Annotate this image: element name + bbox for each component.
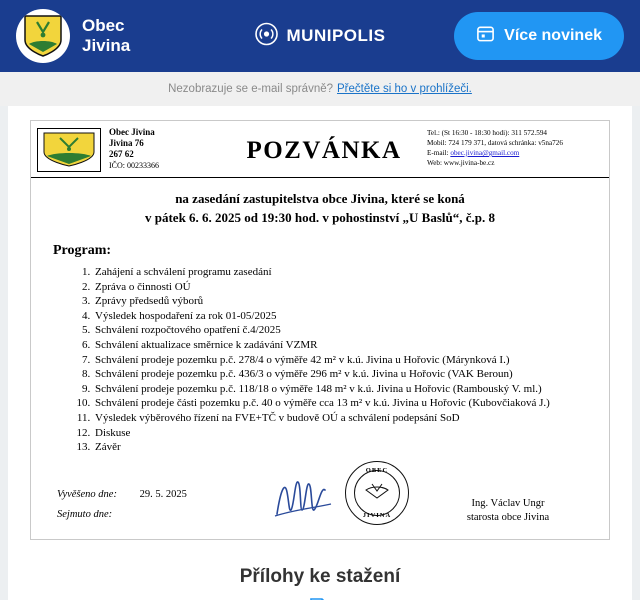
more-news-label: Více novinek [504, 27, 602, 44]
document-contacts [427, 125, 603, 172]
email-body [8, 106, 632, 600]
list-item: 11. Výsledek výběrového řízení na FVE+TČ v budově OÚ a schválení podepsání SoD [93, 411, 609, 426]
ico: IČO: 00233366 [109, 161, 159, 170]
document-subtitle [31, 189, 609, 227]
address-line-1: Jivina 76 [109, 138, 144, 148]
document-coat-of-arms-icon [37, 128, 101, 172]
munipolis-label: MUNIPOLIS [286, 26, 386, 45]
signer-role: starosta obce Jivina [466, 512, 550, 523]
list-item: 6. Schválení aktualizace směrnice k zadávání VZMR [93, 338, 609, 353]
munipolis-logo[interactable] [255, 22, 386, 51]
signer-name: Ing. Václav Ungr [471, 498, 545, 509]
office-name: Obec Jivina [109, 127, 155, 137]
document-footer [31, 461, 609, 525]
document-header [31, 121, 609, 178]
document-address [101, 125, 221, 172]
list-item: 9. Schválení prodeje pozemku p.č. 118/18 o výměře 148 m² v k.ú. Jivina u Hořovic (Rambouský V. ml.) [93, 382, 609, 397]
posted-label: Vyvěšeno dne: [57, 489, 117, 500]
coat-of-arms-icon [16, 9, 70, 63]
program-heading: Program: [53, 243, 112, 258]
posted-date: 29. 5. 2025 [139, 489, 187, 500]
browser-notice [0, 72, 640, 106]
posting-dates [57, 485, 247, 525]
subtitle-line-2: v pátek 6. 6. 2025 od 19:30 hod. v pohostinství „U Baslů“, č.p. 8 [145, 210, 495, 225]
program-list [31, 265, 609, 455]
browser-notice-text: Nezobrazuje se e-mail správně? [168, 83, 334, 95]
list-item: 4. Výsledek hospodaření za rok 01-05/2025 [93, 309, 609, 324]
handwritten-signature-icon [271, 470, 341, 525]
contact-web-value: www.jivina-be.cz [443, 159, 495, 167]
stamp-top-text: OBEC [365, 467, 389, 474]
stamp-bottom-text: JIVINA [362, 512, 392, 519]
contact-email-link[interactable]: obec.jivina@gmail.com [450, 149, 520, 157]
attachments-heading: Přílohy ke stažení [239, 566, 401, 587]
list-item: 3. Zprávy předsedů výborů [93, 294, 609, 309]
brand-line-1: Obec [82, 16, 125, 35]
list-item: 1. Zahájení a schválení programu zasedání [93, 265, 609, 280]
signature-area [247, 461, 433, 525]
removed-label: Sejmuto dne: [57, 509, 113, 520]
calendar-icon [476, 24, 495, 48]
contact-tel: Tel.: (St 16:30 - 18:30 hodi): 311 572.594 [427, 129, 548, 137]
list-item: 5. Schválení rozpočtového opatření č.4/2025 [93, 323, 609, 338]
list-item: 8. Schválení prodeje pozemku p.č. 436/3 o výměře 296 m² v k.ú. Jivina u Hořovic (VAK Beroun) [93, 367, 609, 382]
list-item: 10. Schválení prodeje části pozemku p.č. 40 o výměře cca 13 m² v k.ú. Jivina u Hořovic (Kubovčiaková J.) [93, 396, 609, 411]
more-news-button[interactable] [454, 12, 624, 60]
official-stamp [345, 461, 409, 525]
list-item: 13. Závěr [93, 440, 609, 455]
invitation-document [30, 120, 610, 540]
document-title: POZVÁNKA [246, 137, 402, 164]
stamp-emblem-icon [354, 470, 400, 516]
site-header [0, 0, 640, 72]
list-item: 7. Schválení prodeje pozemku p.č. 278/4 o výměře 42 m² v k.ú. Jivina u Hořovic (Márynková I.) [93, 353, 609, 368]
contact-web-label: Web: [427, 159, 442, 167]
list-item: 12. Diskuse [93, 426, 609, 441]
list-item: 2. Zpráva o činnosti OÚ [93, 280, 609, 295]
address-line-2: 267 62 [109, 149, 134, 159]
brand[interactable] [16, 9, 130, 63]
subtitle-line-1: na zasedání zastupitelstva obce Jivina, které se koná [175, 191, 465, 206]
contact-mobil: Mobil: 724 179 371, datová schránka: v5na726 [427, 139, 563, 147]
brand-line-2: Jivina [82, 36, 131, 55]
view-in-browser-link[interactable]: Přečtěte si ho v prohlížeči. [337, 83, 472, 95]
contact-email-label: E-mail: [427, 149, 449, 157]
brand-text [82, 16, 130, 56]
broadcast-icon [255, 22, 279, 51]
signer-block [433, 497, 583, 525]
